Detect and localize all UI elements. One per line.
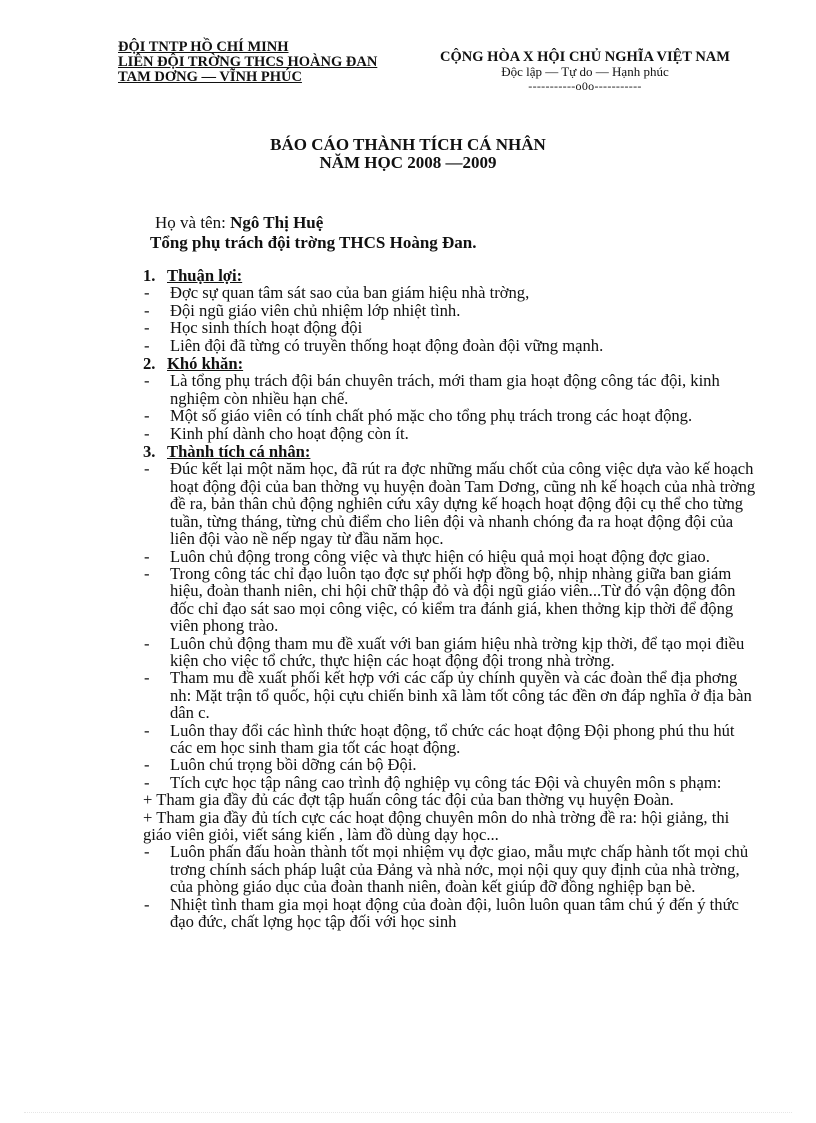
nation-name: CỘNG HÒA X HỘI CHỦ NGHĨA VIỆT NAM [440, 49, 730, 65]
item-text: Là tổng phụ trách đội bán chuyên trách, mới tham gia hoạt động công tác đội, kinh nghiệm còn nhiều hạn chế. [170, 371, 720, 408]
list-item [143, 774, 758, 791]
list-item [143, 372, 758, 407]
section-heading [143, 355, 758, 372]
sub-item [143, 791, 758, 808]
report-title [0, 136, 816, 172]
section-number: 1. [143, 266, 156, 285]
name-label: Họ và tên: [155, 213, 226, 232]
item-text: Đúc kết lại một năm học, đã rút ra đợc những mấu chốt của công việc dựa vào kế hoạch hoạt động đội của ban thờng vụ huyện đoàn Tam Dơng, cũng nh kế hoạch của nhà trờng đề ra, bản thân chủ động nghiên cứu xây dựng kế hoạch hoạt động đội cụ thể cho từng tuần, từng tháng, từng chủ điểm cho liên đội và nhanh chóng đa ra hoạt động đội của liên đội vào nề nếp ngay từ đầu năm học. [170, 459, 756, 549]
dash-bullet-icon: - [144, 300, 150, 320]
organization-header [118, 40, 378, 85]
item-text: Kinh phí dành cho hoạt động còn ít. [170, 423, 409, 443]
section-heading [143, 443, 758, 460]
list-item [143, 302, 758, 319]
list-item [143, 548, 758, 565]
dash-bullet-icon: - [144, 894, 150, 914]
list-item [143, 337, 758, 354]
section-title: Thuận lợi: [167, 266, 243, 285]
section-title: Khó khăn: [167, 354, 244, 374]
list-item [143, 843, 758, 895]
section-number: 2. [143, 354, 156, 374]
list-item [143, 896, 758, 931]
sub-item [143, 809, 758, 844]
list-item [143, 669, 758, 721]
dash-bullet-icon: - [144, 668, 150, 688]
item-text: Luôn chủ động tham mu đề xuất với ban giám hiệu nhà trờng kịp thời, để tạo mọi điều kiện cho việc tổ chức, thực hiện các hoạt động đội trong nhà trờng. [170, 633, 745, 670]
item-text: Đội ngũ giáo viên chủ nhiệm lớp nhiệt tình. [170, 300, 461, 320]
list-item [143, 565, 758, 635]
item-text: Trong công tác chỉ đạo luôn tạo đợc sự phối hợp đồng bộ, nhịp nhàng giữa ban giám hiệu, đoàn thanh niên, chi hội chữ thập đỏ và đội ngũ giáo viên...Từ đó vận động đôn đốc chỉ đạo sát sao mọi công việc, có kiểm tra đánh giá, khen thởng kịp thời để động viên phong trào. [170, 563, 736, 636]
list-item [143, 407, 758, 424]
national-header [420, 50, 750, 93]
dash-bullet-icon: - [144, 720, 150, 740]
dash-bullet-icon: - [144, 755, 150, 775]
item-text: Luôn phấn đấu hoàn thành tốt mọi nhiệm vụ đợc giao, mẫu mực chấp hành tốt mọi chủ trơng chính sách pháp luật của Đảng và nhà nớc, mọi nội quy quy định của nhà trờng, của phòng giáo dục của đoàn thanh niên, đoàn kết giúp đỡ đồng nghiệp bạn bè. [170, 842, 749, 897]
org-line: ĐỘI TNTP HỒ CHÍ MINH [118, 39, 289, 55]
item-text: Luôn chủ động trong công việc và thực hiện có hiệu quả mọi hoạt động đợc giao. [170, 546, 710, 566]
item-text: + Tham gia đầy đủ các đợt tập huấn công tác đội của ban thờng vụ huyện Đoàn. [143, 790, 674, 810]
dash-bullet-icon: - [144, 423, 150, 443]
dash-bullet-icon: - [144, 335, 150, 355]
title-line-1: BÁO CÁO THÀNH TÍCH CÁ NHÂN [270, 135, 546, 154]
dash-bullet-icon: - [144, 459, 150, 479]
item-text: Liên đội đã từng có truyền thống hoạt động đoàn đội vững mạnh. [170, 335, 604, 355]
list-item [143, 425, 758, 442]
header-decoration: -----------o0o----------- [528, 79, 642, 93]
page-footer-divider [24, 1112, 792, 1113]
name-row [155, 213, 477, 233]
list-item [143, 284, 758, 301]
item-text: Luôn chú trọng bồi dỡng cán bộ Đội. [170, 755, 417, 775]
item-text: + Tham gia đầy đủ tích cực các hoạt động chuyên môn do nhà trờng đề ra: hội giảng, thi giáo viên giỏi, viết sáng kiến , làm đồ dùng dạy học... [143, 807, 730, 844]
list-item [143, 460, 758, 547]
item-text: Một số giáo viên có tính chất phó mặc cho tổng phụ trách trong các hoạt động. [170, 406, 693, 426]
dash-bullet-icon: - [144, 633, 150, 653]
section-number: 3. [143, 442, 156, 462]
national-motto: Độc lập — Tự do — Hạnh phúc [501, 64, 669, 79]
dash-bullet-icon: - [144, 318, 150, 338]
item-text: Tích cực học tập nâng cao trình độ nghiệp vụ công tác Đội và chuyên môn s phạm: [170, 772, 722, 792]
list-item [143, 722, 758, 757]
dash-bullet-icon: - [144, 371, 150, 391]
item-text: Luôn thay đổi các hình thức hoạt động, tổ chức các hoạt động Đội phong phú thu hút các em học sinh tham gia tốt các hoạt động. [170, 720, 735, 757]
dash-bullet-icon: - [144, 406, 150, 426]
dash-bullet-icon: - [144, 563, 150, 583]
person-name: Ngô Thị Huệ [230, 213, 324, 232]
report-body [143, 266, 758, 930]
dash-bullet-icon: - [144, 842, 150, 862]
dash-bullet-icon: - [144, 772, 150, 792]
person-info [150, 213, 477, 253]
org-line: TAM DƠNG — VĨNH PHÚC [118, 69, 302, 85]
person-role: Tổng phụ trách đội trờng THCS Hoàng Đan. [150, 233, 477, 252]
org-line: LIÊN ĐỘI TRỜNG THCS HOÀNG ĐAN [118, 54, 378, 70]
title-line-2: NĂM HỌC 2008 —2009 [319, 153, 497, 172]
item-text: Tham mu đề xuất phối kết hợp với các cấp ủy chính quyền và các đoàn thể địa phơng nh: Mặt trận tổ quốc, hội cựu chiến binh xã làm tốt công tác đền ơn đáp nghĩa ở địa bàn dân c. [170, 668, 752, 723]
item-text: Đợc sự quan tâm sát sao của ban giám hiệu nhà trờng, [170, 283, 530, 303]
list-item [143, 756, 758, 773]
list-item [143, 319, 758, 336]
dash-bullet-icon: - [144, 283, 150, 303]
dash-bullet-icon: - [144, 546, 150, 566]
list-item [143, 635, 758, 670]
item-text: Nhiệt tình tham gia mọi hoạt động của đoàn đội, luôn luôn quan tâm chú ý đến ý thức đạo đức, chất lợng học tập đối với học sinh [170, 894, 739, 932]
section-heading [143, 267, 758, 284]
item-text: Học sinh thích hoạt động đội [170, 318, 363, 338]
section-title: Thành tích cá nhân: [167, 442, 311, 462]
